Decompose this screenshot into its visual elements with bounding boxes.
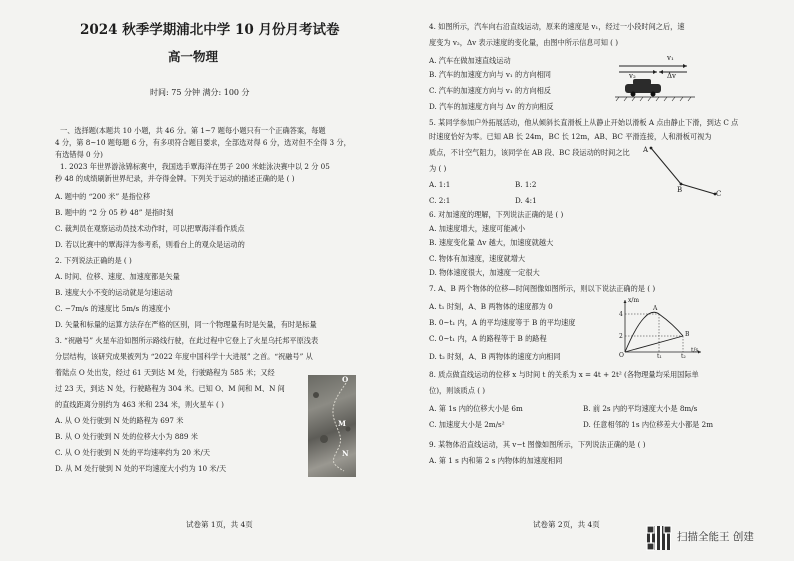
- slide-label-b: B: [677, 186, 683, 194]
- question-3-stem: 分层结构，该研究成果被列为 “2022 年度中国科学十大进展” 之首。“祝融号” 从: [55, 352, 313, 361]
- question-9-stem: 9. 某物体沿直线运动，其 v−t 图像如图所示，下列说法正确的是 ( ): [429, 440, 646, 449]
- question-9-option: A. 第 1 s 内和第 2 s 内物体的加速度相同: [429, 456, 563, 465]
- map-label-m: M: [338, 419, 346, 428]
- question-5-option: B. 1:2: [515, 180, 537, 189]
- section-instruction-line: 有选错得 0 分): [55, 150, 103, 159]
- question-3-stem: 的直线距离分别约为 463 米和 234 米，则火星车 ( ): [55, 400, 224, 409]
- question-5-stem: 5. 某同学参加户外拓展活动，他从倾斜长直滑板上从静止开始以滑板 A 点由静止下滑，到达 C 点: [429, 118, 739, 127]
- question-5-stem: 质点，不计空气阻力，该同学在 AB 段、BC 段运动的时间之比: [429, 148, 630, 157]
- graph-origin: O: [619, 352, 624, 359]
- qr-code-icon: [647, 526, 671, 550]
- question-2-option: D. 矢量和标量的运算方法存在严格的区别，同一个物理量有时是矢量，有时是标量: [55, 320, 317, 329]
- question-6-option: A. 加速度增大，速度可能减小: [429, 224, 526, 233]
- question-6-option: B. 速度变化量 Δv 越大，加速度就越大: [429, 238, 554, 247]
- question-1-stem: 秒 48 的成绩刷新世界纪录，并夺得金牌。下列关于运动的描述正确的是 ( ): [55, 174, 295, 183]
- question-5-option: C. 2:1: [429, 196, 451, 205]
- graph-axis-x-m: x/m: [628, 297, 640, 304]
- question-4-option: D. 汽车的加速度方向与 Δv 的方向相反: [429, 102, 554, 111]
- question-5-stem: 时速度恰好为零。已知 AB 长 24m，BC 长 12m，AB、BC 平滑连接，人和滑板可视为: [429, 132, 712, 141]
- question-7-stem: 7. A、B 两个物体的位移—时间图像如图所示，则以下说法正确的是 ( ): [429, 284, 656, 293]
- question-2-option: B. 速度大小不变的运动就是匀速运动: [55, 288, 173, 297]
- question-4-option: B. 汽车的加速度方向与 v₁ 的方向相同: [429, 70, 551, 79]
- map-label-n: N: [342, 449, 349, 458]
- question-5-stem: 为 ( ): [429, 164, 447, 173]
- exam-page-2: [397, 0, 794, 561]
- scanner-stamp: 扫描全能王 创建: [677, 531, 754, 543]
- graph-tick-2: 2: [619, 333, 623, 340]
- graph-tick-4: 4: [619, 311, 623, 318]
- question-7-option: B. 0~t₁ 内，A 的平均速度等于 B 的平均速度: [429, 318, 576, 327]
- question-2-option: C. −7m/s 的速度比 5m/s 的速度小: [55, 304, 171, 313]
- section-instruction-line: 4 分，第 8~10 题每题 6 分，有多项符合题目要求，全部选对得 6 分，选对但不全得 3 分，: [55, 138, 351, 147]
- graph-label-a: A: [653, 305, 658, 312]
- question-1-option: A. 题中的 “200 米” 是指位移: [55, 192, 151, 201]
- question-8-stem: 8. 质点做直线运动的位移 x 与时间 t 的关系为 x = 4t + 2t² (各物理量均采用国际单: [429, 370, 699, 379]
- slide-lines: [643, 140, 723, 202]
- question-2-stem: 2. 下列说法正确的是 ( ): [55, 256, 132, 265]
- question-1-stem: 1. 2023 年世界游泳锦标赛中，我国选手覃海洋在男子 200 米蛙泳决赛中以 2 分 05: [60, 162, 330, 171]
- velocity-vectors: [615, 52, 697, 104]
- question-8-option: B. 前 2s 内的平均速度大小是 8m/s: [583, 404, 698, 413]
- slide-label-a: A: [643, 146, 649, 154]
- exam-title: 2024 秋季学期浦北中学 10 月份月考试卷: [80, 22, 340, 38]
- question-4-stem: 度变为 v₂，Δv 表示速度的变化量，由图中所示信息可知 ( ): [429, 38, 619, 47]
- question-4-option: A. 汽车在做加速直线运动: [429, 56, 511, 65]
- page-footer: 试卷第 2页，共 4页: [533, 520, 600, 529]
- question-7-option: A. t₁ 时刻，A、B 两物体的速度都为 0: [429, 302, 553, 311]
- question-8-option: A. 第 1s 内的位移大小是 6m: [429, 404, 523, 413]
- question-6-option: C. 物体有加速度，速度就增大: [429, 254, 526, 263]
- question-3-stem: 3. “祝融号” 火星车沿如图所示路线行驶，在此过程中它登上了火星乌托邦平原浅表: [55, 336, 319, 345]
- question-6-stem: 6. 对加速度的理解，下列说法正确的是 ( ): [429, 210, 564, 219]
- question-4-option: C. 汽车的加速度方向与 v₁ 的方向相反: [429, 86, 551, 95]
- xt-graph: [617, 296, 705, 360]
- page-footer: 试卷第 1页，共 4页: [186, 520, 253, 529]
- slide-diagram: [643, 140, 723, 202]
- question-8-option: D. 任意相邻的 1s 内位移差大小都是 2m: [583, 420, 714, 429]
- graph-tick-t2: t₂: [681, 353, 686, 360]
- map-label-o: O: [342, 375, 349, 384]
- question-3-option: B. 从 O 处行驶到 N 处的位移大小为 889 米: [55, 432, 198, 441]
- question-1-option: C. 裁判员在观察运动员技术动作时，可以把覃海洋看作质点: [55, 224, 245, 233]
- label-v2: v₂: [629, 72, 636, 80]
- graph-tick-t1: t₁: [657, 353, 662, 360]
- section-instruction-line: 一、选择题(本题共 10 小题，共 46 分。第 1~7 题每小题只有一个正确答案，每题: [60, 126, 326, 135]
- question-7-option: D. t₂ 时刻，A、B 两物体的速度方向相同: [429, 352, 561, 361]
- question-8-stem: 位)，则该质点 ( ): [429, 386, 486, 395]
- question-3-option: D. 从 M 处行驶到 N 处的平均速度大小约为 10 米/天: [55, 464, 227, 473]
- label-v1: v₁: [667, 54, 674, 62]
- time-and-score: 时间: 75 分钟 满分: 100 分: [150, 88, 250, 97]
- question-3-option: A. 从 O 处行驶到 N 处的路程为 697 米: [55, 416, 184, 425]
- question-1-option: B. 题中的 “2 分 05 秒 48” 是指时刻: [55, 208, 174, 217]
- question-8-option: C. 加速度大小是 2m/s²: [429, 420, 505, 429]
- question-4-stem: 4. 如图所示，汽车向右沿直线运动，原来的速度是 v₁，经过一小段时间之后，速: [429, 22, 685, 31]
- question-1-option: D. 若以比赛中的覃海洋为参考系，则看台上的观众是运动的: [55, 240, 245, 249]
- question-2-option: A. 时间、位移、速度、加速度都是矢量: [55, 272, 180, 281]
- graph-label-b: B: [685, 331, 690, 338]
- question-6-option: D. 物体速度很大，加速度一定很大: [429, 268, 540, 277]
- question-3-stem: 过 23 天，到达 N 处，行驶路程为 304 米。已知 O、M 间和 M、N 间: [55, 384, 285, 393]
- graph-axis-t-s: t/s: [691, 347, 699, 354]
- question-5-option: A. 1:1: [429, 180, 451, 189]
- rover-route-path: [308, 375, 356, 477]
- label-delta-v: Δv: [667, 72, 677, 80]
- question-7-option: C. 0~t₁ 内，A 的路程等于 B 的路程: [429, 334, 547, 343]
- question-3-option: C. 从 O 处行驶到 N 处的平均速率约为 20 米/天: [55, 448, 211, 457]
- slide-label-c: C: [716, 190, 722, 198]
- car-velocity-diagram: [615, 52, 697, 104]
- mars-route-photo: [308, 375, 356, 477]
- question-3-stem: 着陆点 O 处出发，经过 61 天到达 M 处，行驶路程为 585 米；又经: [55, 368, 275, 377]
- subject-title: 高一物理: [168, 49, 219, 64]
- question-5-option: D. 4:1: [515, 196, 537, 205]
